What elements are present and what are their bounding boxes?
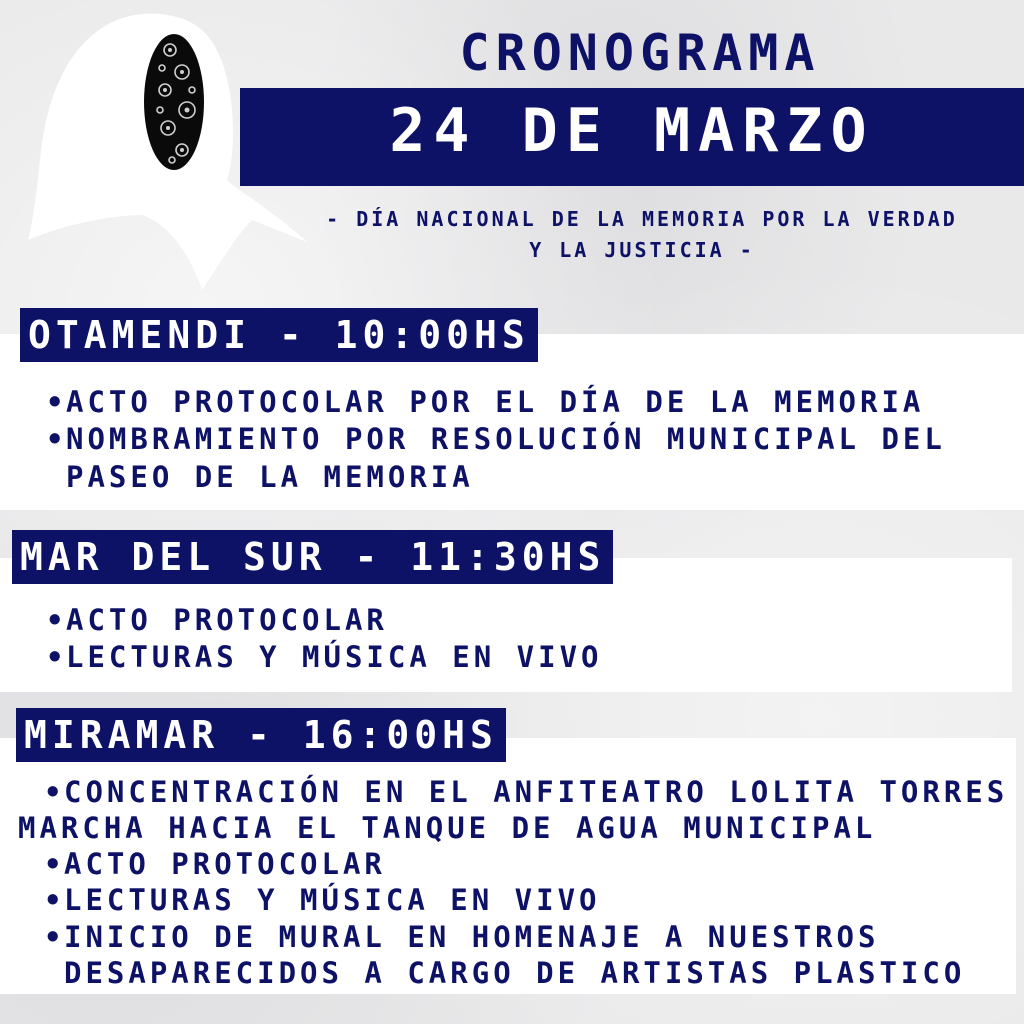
- list-item: •CONCENTRACIÓN EN EL ANFITEATRO LOLITA TORRES: [44, 775, 1009, 809]
- bullet-icon: •: [46, 422, 68, 456]
- page-title: CRONOGRAMA: [459, 24, 821, 82]
- bullet-icon: •: [44, 847, 66, 881]
- bullet-icon: •: [46, 640, 68, 674]
- bullet-icon: •: [46, 603, 68, 637]
- list-item: •INICIO DE MURAL EN HOMENAJE A NUESTROS: [44, 920, 880, 954]
- list-item: •LECTURAS Y MÚSICA EN VIVO: [46, 640, 603, 674]
- subtitle-line-2: Y LA JUSTICIA -: [529, 238, 755, 262]
- section-mar-del-sur-heading: MAR DEL SUR - 11:30HS: [12, 530, 613, 584]
- list-item: •LECTURAS Y MÚSICA EN VIVO: [44, 883, 601, 917]
- bullet-icon: •: [46, 385, 68, 419]
- list-item: DESAPARECIDOS A CARGO DE ARTISTAS PLASTICO: [64, 956, 966, 990]
- list-item: •ACTO PROTOCOLAR: [46, 603, 388, 637]
- section-otamendi-heading: OTAMENDI - 10:00HS: [20, 308, 538, 362]
- subtitle-line-1: - DÍA NACIONAL DE LA MEMORIA POR LA VERDAD: [326, 207, 958, 231]
- bullet-icon: •: [44, 883, 66, 917]
- list-item: •ACTO PROTOCOLAR: [44, 847, 386, 881]
- list-item: •NOMBRAMIENTO POR RESOLUCIÓN MUNICIPAL DEL: [46, 422, 946, 456]
- section-miramar-heading: MIRAMAR - 16:00HS: [16, 708, 506, 762]
- list-item: PASEO DE LA MEMORIA: [66, 460, 474, 494]
- bullet-icon: •: [44, 775, 66, 809]
- event-subtitle: [282, 204, 1002, 266]
- list-item: MARCHA HACIA EL TANQUE DE AGUA MUNICIPAL: [18, 811, 877, 845]
- list-item: •ACTO PROTOCOLAR POR EL DÍA DE LA MEMORIA: [46, 385, 925, 419]
- bullet-icon: •: [44, 920, 66, 954]
- event-date: 24 DE MARZO: [389, 96, 875, 166]
